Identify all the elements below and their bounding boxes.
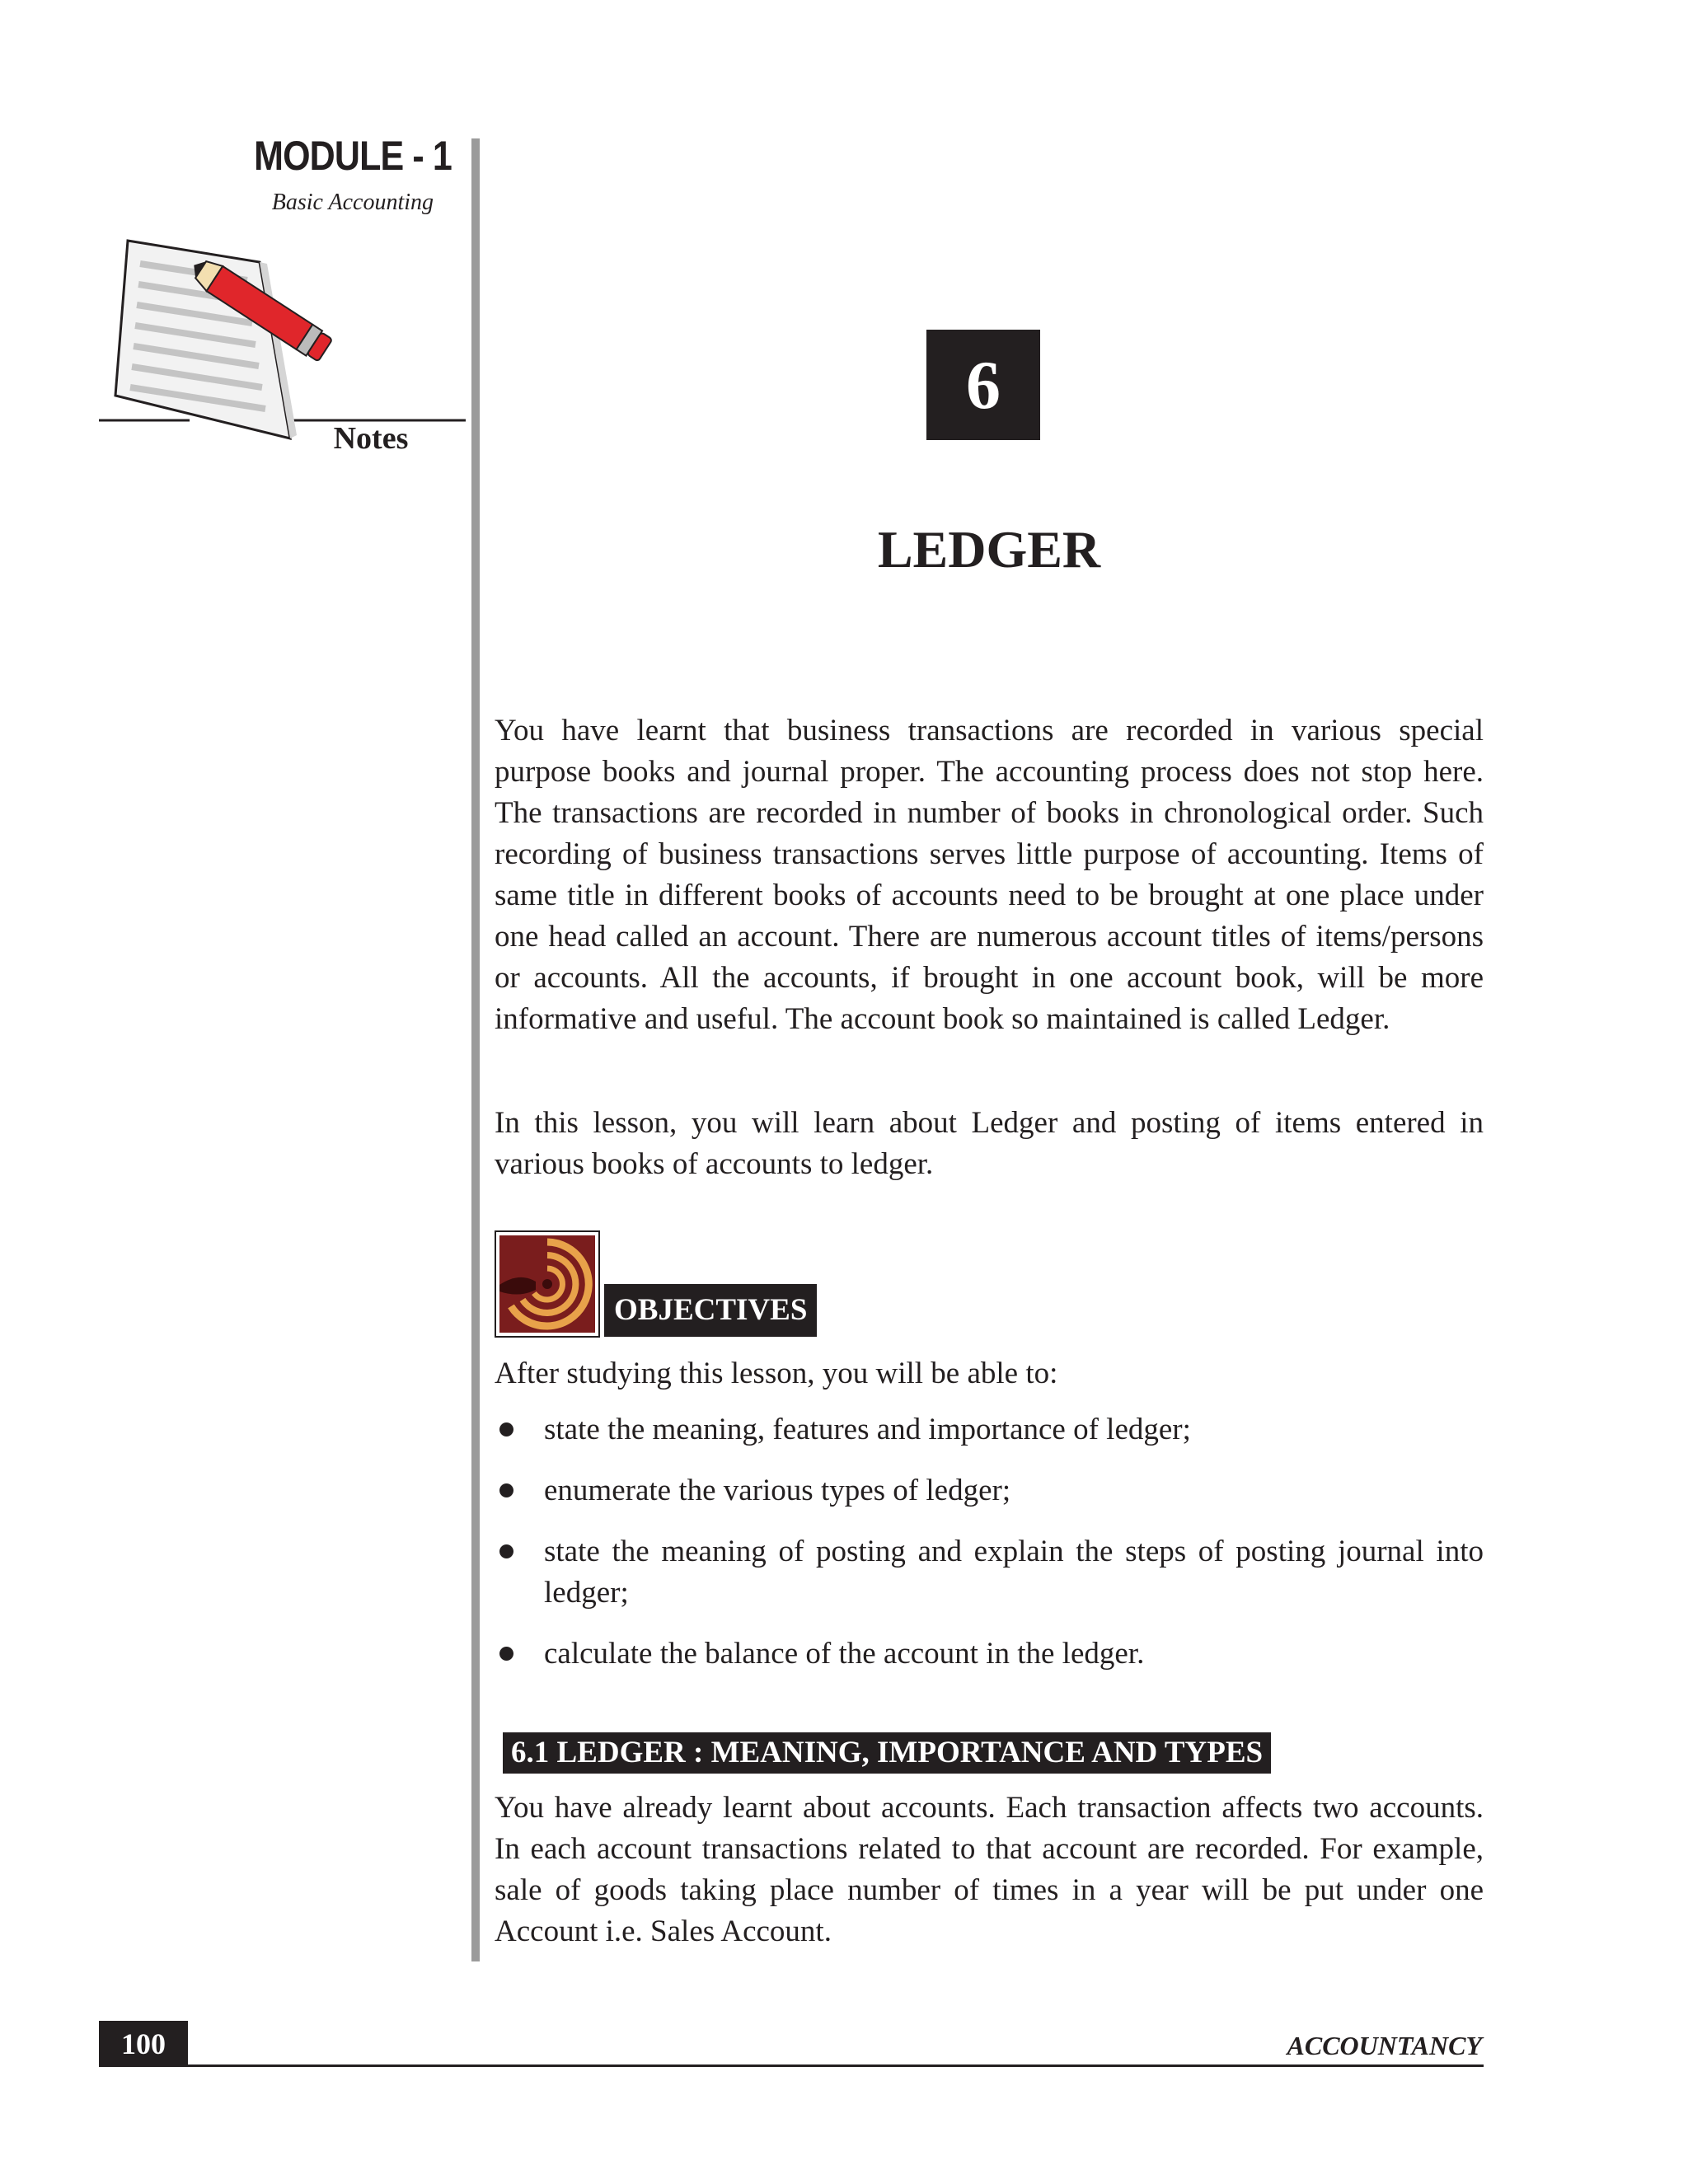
objectives-lead: After studying this lesson, you will be able to: (495, 1357, 1058, 1390)
objectives-label: OBJECTIVES (604, 1284, 817, 1337)
list-item (495, 1633, 1484, 1675)
margin-divider (471, 138, 480, 1961)
objectives-target-icon (495, 1230, 600, 1338)
section-paragraph: You have already learnt about accounts. Each transaction affects two accounts. In each account transactions related to that account are recorded. For example, sale of goods taking place number of times in a year will be put under one Account i.e. Sales Account. (495, 1791, 1484, 1948)
list-item (495, 1531, 1484, 1614)
objectives-list (495, 1409, 1484, 1694)
bullet-icon (499, 1647, 513, 1661)
chapter-title: LEDGER (877, 520, 1101, 579)
module-subtitle: Basic Accounting (271, 190, 434, 215)
footer-rule (99, 2064, 1484, 2067)
page-number: 100 (99, 2021, 188, 2067)
objective-text: enumerate the various types of ledger; (544, 1474, 1011, 1507)
objective-text: state the meaning of posting and explain the steps of posting journal into ledger; (544, 1535, 1484, 1610)
objective-text: calculate the balance of the account in the ledger. (544, 1637, 1145, 1671)
objective-text: state the meaning, features and importance of ledger; (544, 1413, 1191, 1446)
list-item (495, 1409, 1484, 1451)
list-item (495, 1470, 1484, 1511)
footer-subject: ACCOUNTANCY (1287, 2031, 1482, 2060)
bullet-icon (499, 1483, 513, 1497)
bullet-icon (499, 1544, 513, 1558)
intro-paragraph: You have learnt that business transactions are recorded in various special purpose books and journal proper. The accounting process does not stop here. The transactions are recorded in number of books in chronological order. Such recording of business transactions serves little purpose of accounting. Items of same title in different books of accounts need to be brought at one place under one head called an account. There are numerous account titles of items/persons or accounts. All the accounts, if brought in one account book, will be more informative and useful. The account book so maintained is called Ledger. (495, 714, 1484, 1036)
notes-label: Notes (333, 421, 409, 456)
module-title: MODULE - 1 (254, 133, 452, 179)
chapter-number: 6 (926, 330, 1040, 440)
intro-paragraph: In this lesson, you will learn about Ledger and posting of items entered in various books of accounts to ledger. (495, 1106, 1484, 1181)
bullet-icon (499, 1422, 513, 1436)
section-heading: 6.1 LEDGER : MEANING, IMPORTANCE AND TYPES (503, 1732, 1271, 1774)
